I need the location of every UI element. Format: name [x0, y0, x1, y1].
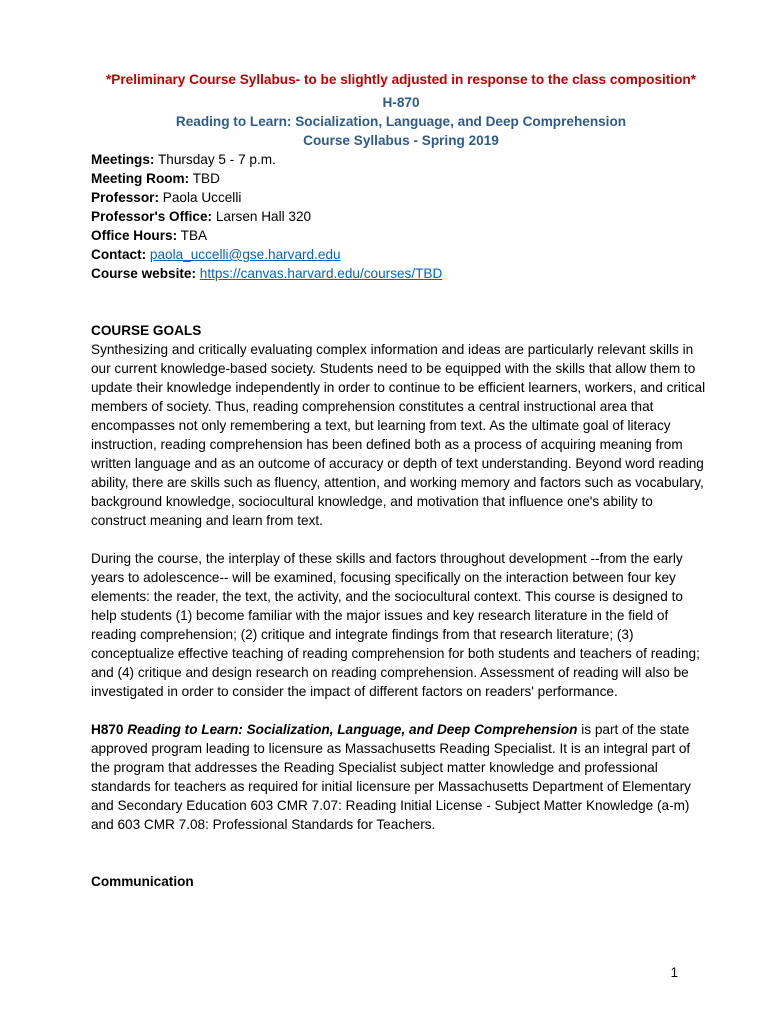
- room-value: TBD: [192, 171, 220, 186]
- office-hours-value: TBA: [180, 228, 208, 243]
- office-hours-line: [91, 226, 711, 245]
- para3-body: is part of the state approved program leading to licensure as Massachusetts Reading Specialist. It is an integral part of the program that addresses the Reading Specialist subject matter knowledge and professional standards for teachers as required for initial licensure per Massachusetts Department of Elementary and Secondary Education 603 CMR 7.07: Reading Initial License - Subject Matter Knowledge (a-m) and 603 CMR 7.08: Professional Standards for Teachers.: [91, 722, 691, 832]
- goals-paragraph-3: [91, 720, 711, 834]
- meetings-line: [91, 150, 711, 169]
- room-line: [91, 169, 711, 188]
- meetings-label: Meetings:: [91, 152, 155, 167]
- meetings-value: Thursday 5 - 7 p.m.: [157, 152, 276, 167]
- course-goals-heading: COURSE GOALS: [91, 323, 202, 338]
- course-website-link[interactable]: https://canvas.harvard.edu/courses/TBD: [199, 266, 443, 281]
- course-title: Reading to Learn: Socialization, Language, and Deep Comprehension: [175, 114, 627, 129]
- goals-paragraph-2: During the course, the interplay of these skills and factors throughout development --from the early years to adolescence-- will be examined, focusing specifically on the interaction between four key elements: the reader, the text, the activity, and the sociocultural context. This course is designed to help students (1) become familiar with the major issues and key research literature in the field of reading comprehension; (2) critique and integrate findings from that research literature; (3) conceptualize effective teaching of reading comprehension for both students and teachers of reading; and (4) critique and design research on reading comprehension. Assessment of reading will also be investigated in order to consider the impact of different factors on readers' performance.: [91, 551, 700, 699]
- professor-line: [91, 188, 711, 207]
- office-hours-label: Office Hours:: [91, 228, 178, 243]
- para3-course-title: Reading to Learn: Socialization, Language, and Deep Comprehension: [127, 722, 578, 737]
- para3-course-code: H870: [91, 722, 124, 737]
- room-label: Meeting Room:: [91, 171, 190, 186]
- office-line: [91, 207, 711, 226]
- office-label: Professor's Office:: [91, 209, 213, 224]
- course-code: H-870: [382, 95, 420, 110]
- website-line: [91, 264, 711, 283]
- office-value: Larsen Hall 320: [215, 209, 312, 224]
- contact-label: Contact:: [91, 247, 147, 262]
- goals-paragraph-1: Synthesizing and critically evaluating complex information and ideas are particularly relevant skills in our current knowledge-based society. Students need to be equipped with the skills that allow them to update their knowledge independently in order to continue to be efficient learners, workers, and critical members of society. Thus, reading comprehension constitutes a central instructional area that encompasses not only remembering a text, but learning from text. As the ultimate goal of literacy instruction, reading comprehension has been defined both as a process of acquiring meaning from written language and as an outcome of accuracy or depth of text understanding. Beyond word reading ability, there are skills such as fluency, attention, and working memory and factors such as vocabulary, background knowledge, sociocultural knowledge, and motivation that influence one's ability to construct meaning and learn from text.: [91, 342, 706, 528]
- professor-value: Paola Uccelli: [162, 190, 242, 205]
- preliminary-notice: *Preliminary Course Syllabus- to be slightly adjusted in response to the class composition*: [106, 72, 696, 87]
- contact-line: [91, 245, 711, 264]
- syllabus-term: Course Syllabus - Spring 2019: [303, 133, 499, 148]
- page-number: 1: [670, 965, 678, 980]
- professor-label: Professor:: [91, 190, 159, 205]
- course-meta: [91, 150, 711, 283]
- document-content: [91, 70, 711, 891]
- contact-email-link[interactable]: paola_uccelli@gse.harvard.edu: [149, 247, 341, 262]
- website-label: Course website:: [91, 266, 196, 281]
- communication-heading: Communication: [91, 874, 194, 889]
